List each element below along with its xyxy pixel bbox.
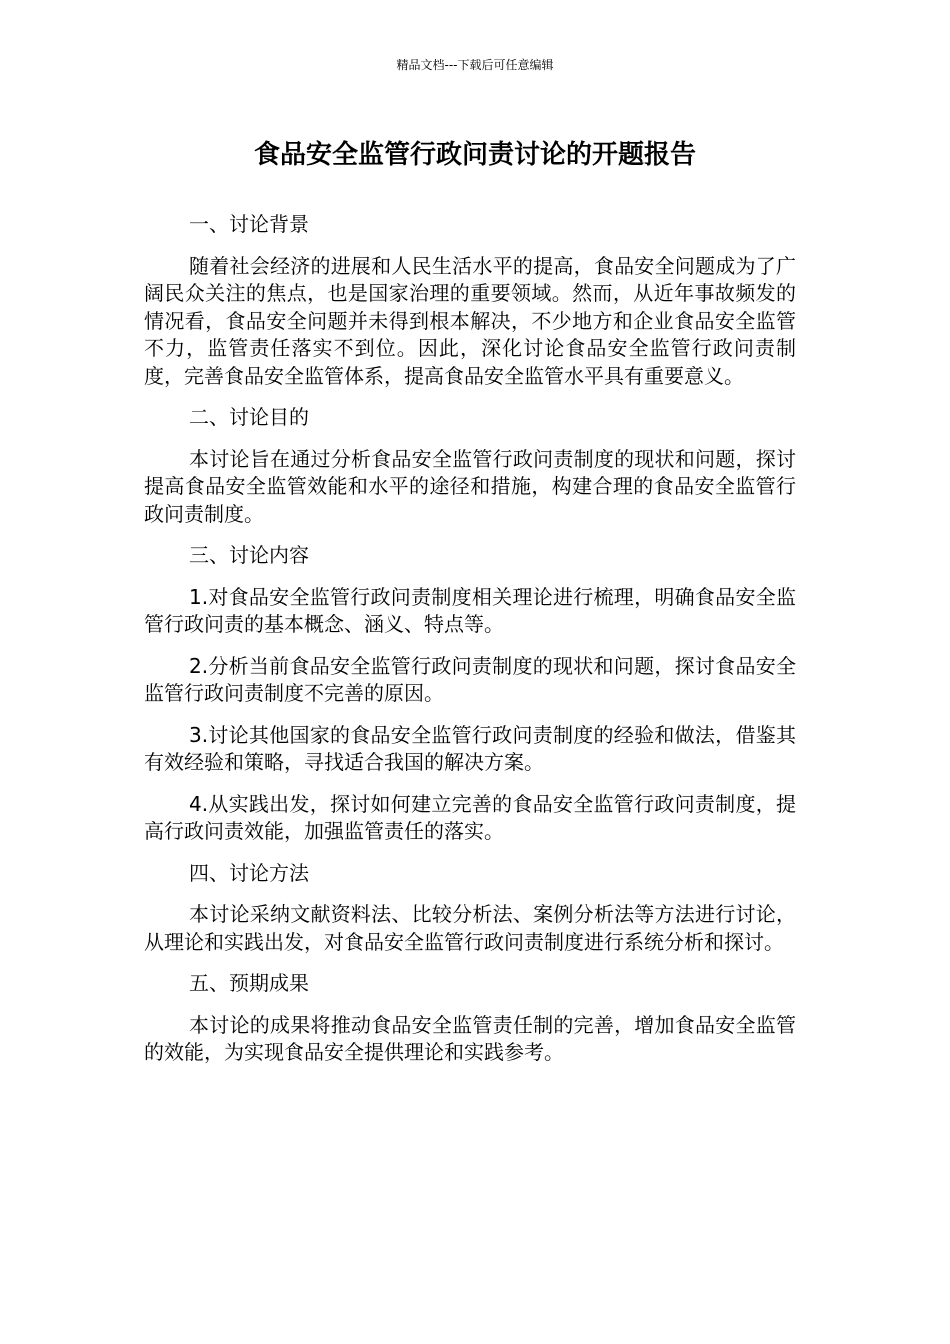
- section-heading-outcome: 五、预期成果: [189, 971, 309, 995]
- section-heading-background: 一、讨论背景: [189, 212, 309, 236]
- header-note: 精品文档---下载后可任意编辑: [396, 58, 554, 72]
- document-title: 食品安全监管行政问责讨论的开题报告: [253, 140, 696, 170]
- section-heading-content: 三、讨论内容: [189, 543, 309, 567]
- paragraph-background: 随着社会经济的进展和人民生活水平的提高，食品安全问题成为了广阔民众关注的焦点，也是国家治理的重要领域。然而，从近年事故频发的情况看，食品安全问题并未得到根本解决，不少地方和企业食品安全监管不力，监管责任落实不到位。因此，深化讨论食品安全监管行政问责制度，完善食品安全监管体系，提高食品安全监管水平具有重要意义。: [144, 253, 796, 388]
- paragraph-purpose: 本讨论旨在通过分析食品安全监管行政问责制度的现状和问题，探讨提高食品安全监管效能和水平的途径和措施，构建合理的食品安全监管行政问责制度。: [144, 446, 796, 526]
- content-item-1: 1.对食品安全监管行政问责制度相关理论进行梳理，明确食品安全监管行政问责的基本概念、涵义、特点等。: [144, 584, 796, 636]
- content-item-3: 3.讨论其他国家的食品安全监管行政问责制度的经验和做法，借鉴其有效经验和策略，寻找适合我国的解决方案。: [144, 722, 796, 774]
- section-heading-method: 四、讨论方法: [189, 860, 309, 885]
- section-heading-purpose: 二、讨论目的: [189, 405, 309, 429]
- content-item-2: 2.分析当前食品安全监管行政问责制度的现状和问题，探讨食品安全监管行政问责制度不完善的原因。: [144, 653, 796, 705]
- paragraph-outcome: 本讨论的成果将推动食品安全监管责任制的完善，增加食品安全监管的效能，为实现食品安全提供理论和实践参考。: [144, 1012, 796, 1064]
- content-item-4: 4.从实践出发，探讨如何建立完善的食品安全监管行政问责制度，提高行政问责效能，加强监管责任的落实。: [144, 791, 796, 843]
- paragraph-method: 本讨论采纳文献资料法、比较分析法、案例分析法等方法进行讨论，从理论和实践出发，对食品安全监管行政问责制度进行系统分析和探讨。: [144, 902, 796, 954]
- document-body: [144, 211, 796, 1081]
